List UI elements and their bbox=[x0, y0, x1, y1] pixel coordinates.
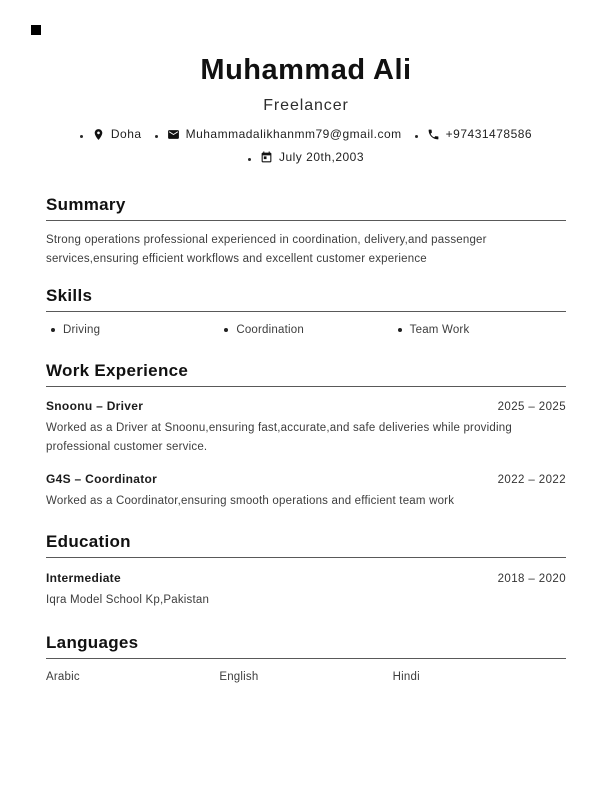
education-dates: 2018 – 2020 bbox=[497, 573, 566, 585]
section-skills bbox=[46, 285, 566, 338]
section-education bbox=[46, 531, 566, 610]
job-header bbox=[46, 398, 566, 415]
location-icon bbox=[92, 128, 105, 141]
education-entry bbox=[46, 570, 566, 610]
section-heading-summary: Summary bbox=[46, 195, 126, 214]
languages-list bbox=[46, 669, 566, 685]
section-divider bbox=[46, 220, 566, 221]
contact-location-text: Doha bbox=[110, 127, 142, 141]
contact-email-text: Muhammadalikhanmm79@gmail.com bbox=[185, 127, 402, 141]
bullet-dot bbox=[224, 328, 228, 332]
section-heading-work: Work Experience bbox=[46, 361, 189, 380]
section-languages bbox=[46, 632, 566, 685]
contact-birthdate-text: July 20th,2003 bbox=[278, 150, 365, 164]
job-entry bbox=[46, 471, 566, 511]
job-dates: 2022 – 2022 bbox=[497, 474, 566, 486]
job-title: Snoonu – Driver bbox=[46, 399, 144, 413]
section-heading-languages: Languages bbox=[46, 633, 139, 652]
resume-header bbox=[46, 0, 566, 165]
contact-row-1 bbox=[46, 126, 566, 142]
bullet-dot bbox=[51, 328, 55, 332]
job-description: Worked as a Driver at Snoonu,ensuring fast,accurate,and safe deliveries while providing professional customer service. bbox=[46, 422, 512, 453]
skill-label: Team Work bbox=[409, 324, 470, 336]
education-degree: Intermediate bbox=[46, 571, 121, 585]
job-entry bbox=[46, 398, 566, 457]
skill-item bbox=[393, 322, 566, 338]
job-dates: 2025 – 2025 bbox=[497, 401, 566, 413]
section-divider bbox=[46, 386, 566, 387]
contact-birthdate bbox=[248, 149, 364, 165]
job-header bbox=[46, 471, 566, 488]
section-divider bbox=[46, 557, 566, 558]
skill-item bbox=[46, 322, 219, 338]
separator-dot bbox=[155, 135, 158, 138]
section-heading-education: Education bbox=[46, 532, 131, 551]
section-divider bbox=[46, 658, 566, 659]
stray-bullet-artifact bbox=[31, 25, 41, 35]
skill-item bbox=[219, 322, 392, 338]
email-icon bbox=[167, 128, 180, 141]
contact-row-2 bbox=[46, 149, 566, 165]
education-header bbox=[46, 570, 566, 587]
bullet-dot bbox=[398, 328, 402, 332]
contact-phone-text: +97431478586 bbox=[445, 127, 533, 141]
section-summary bbox=[46, 194, 566, 269]
language-item: English bbox=[219, 671, 259, 683]
section-divider bbox=[46, 311, 566, 312]
calendar-icon bbox=[260, 151, 273, 164]
section-heading-skills: Skills bbox=[46, 286, 93, 305]
contact-location bbox=[80, 126, 142, 142]
skills-list bbox=[46, 322, 566, 338]
phone-icon bbox=[427, 128, 440, 141]
language-item: Arabic bbox=[46, 671, 80, 683]
language-item: Hindi bbox=[392, 671, 420, 683]
education-school: Iqra Model School Kp,Pakistan bbox=[46, 594, 210, 606]
section-work-experience bbox=[46, 360, 566, 511]
person-name: Muhammad Ali bbox=[200, 54, 412, 86]
person-role: Freelancer bbox=[263, 97, 349, 114]
separator-dot bbox=[415, 135, 418, 138]
summary-text: Strong operations professional experienced in coordination, delivery,and passenger services,ensuring efficient workflows and excellent customer experience bbox=[46, 234, 487, 265]
job-title: G4S – Coordinator bbox=[46, 472, 158, 486]
contact-email bbox=[155, 126, 402, 142]
separator-dot bbox=[80, 135, 83, 138]
separator-dot bbox=[248, 158, 251, 161]
job-description: Worked as a Coordinator,ensuring smooth operations and efficient team work bbox=[46, 495, 455, 507]
skill-label: Driving bbox=[63, 324, 101, 336]
contact-phone bbox=[415, 126, 532, 142]
skill-label: Coordination bbox=[236, 324, 304, 336]
